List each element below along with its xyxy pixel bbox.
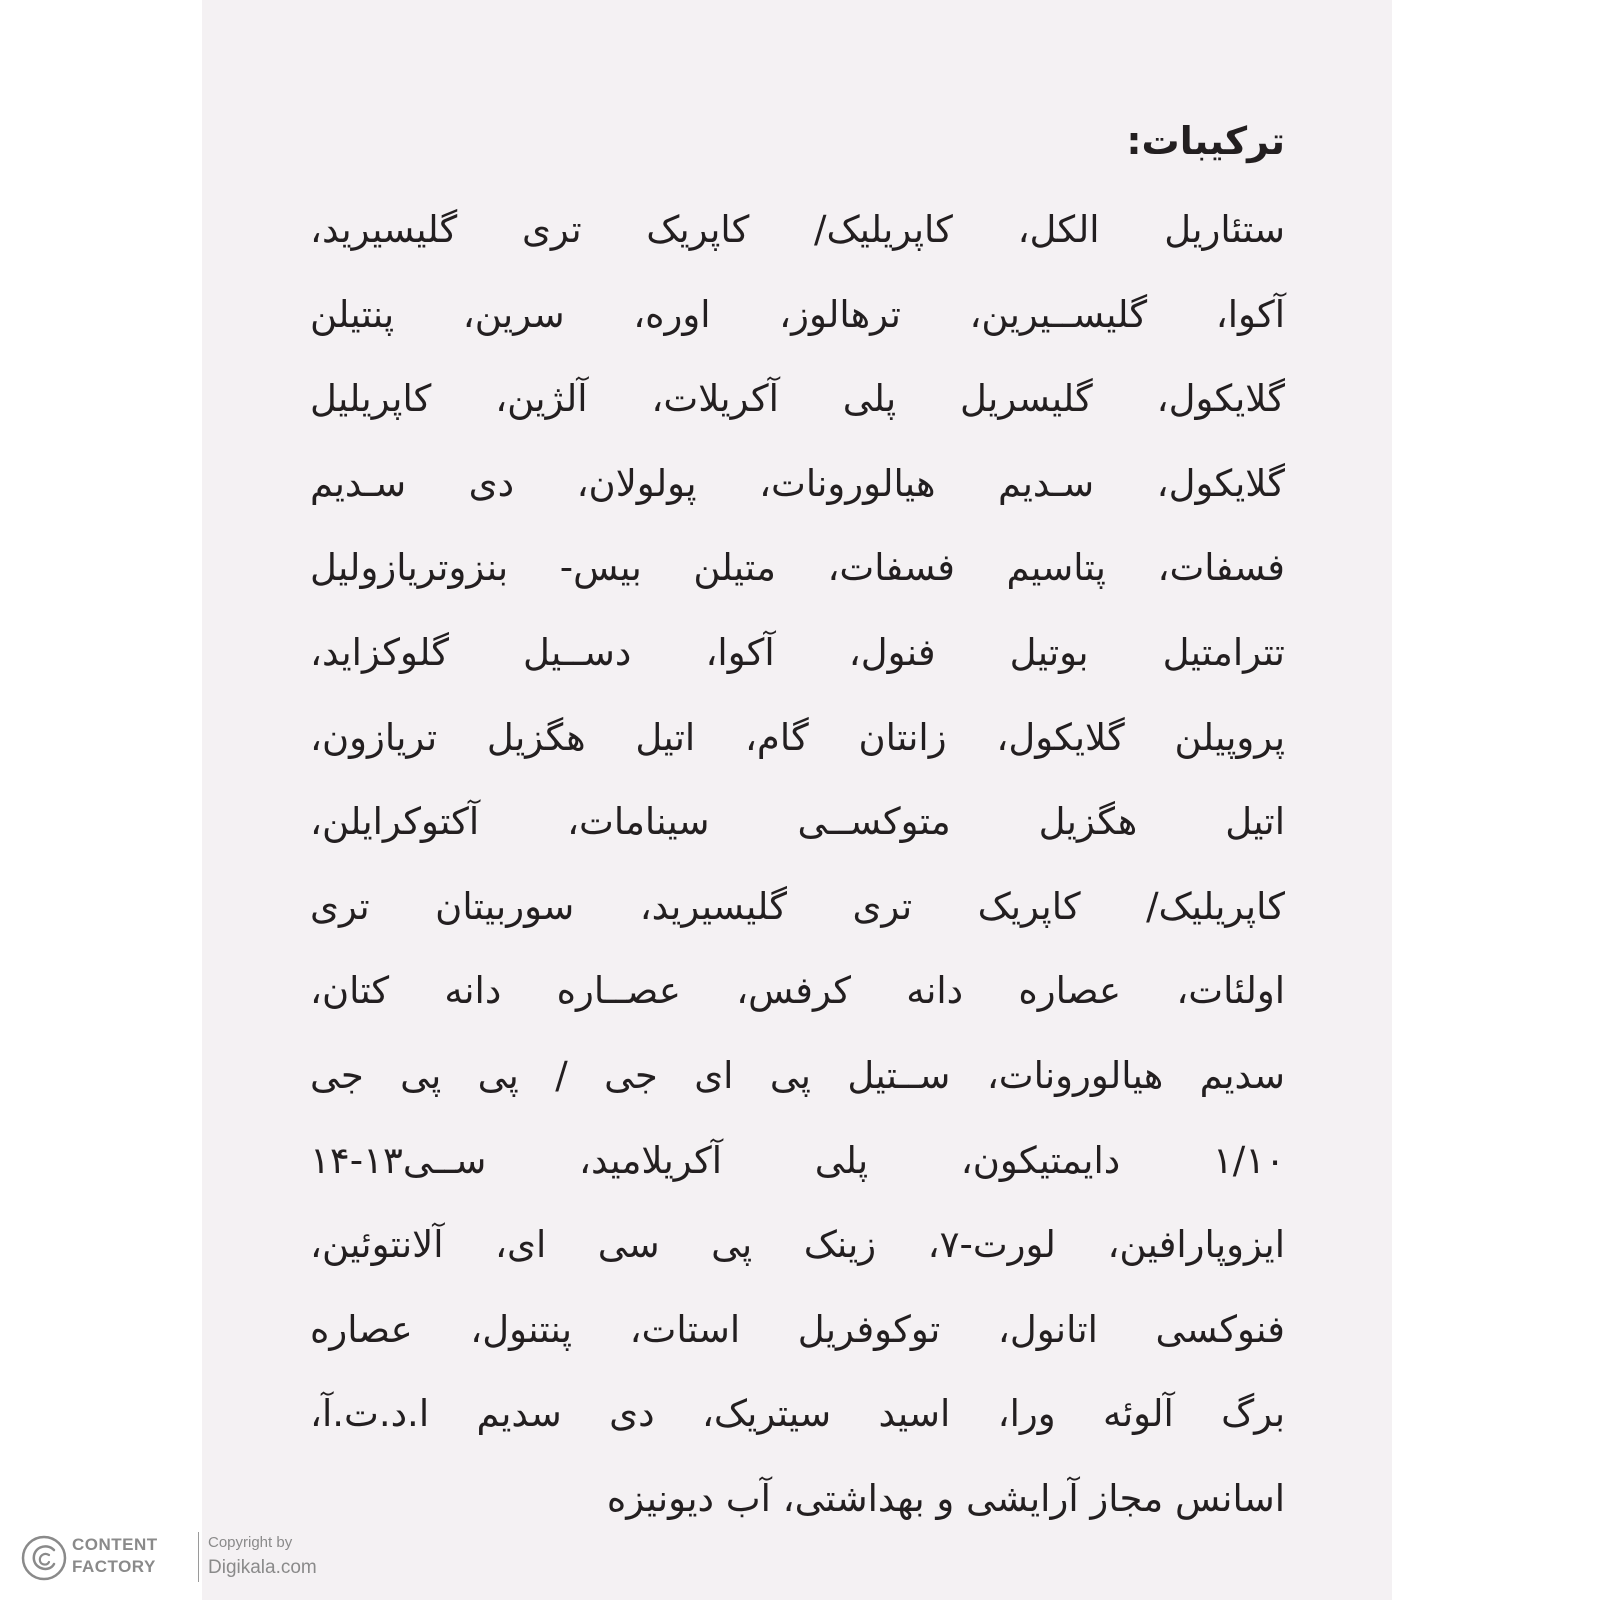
ingredients-line: کاپریلیک/ کاپریک تری گلیسیرید، سوربیتان تری: [310, 884, 1285, 928]
ingredients-line: ستئاریل الکل، کاپریلیک/ کاپریک تری گلیسیرید،: [310, 208, 1285, 251]
ingredients-line: فسفات، پتاسیم فسفات، متیلن بیس- بنزوتریازولیل: [310, 546, 1285, 590]
watermark-brand-line2: FACTORY: [72, 1557, 156, 1576]
watermark-brand-line1: CONTENT: [72, 1535, 158, 1554]
watermark-copyright-label: Copyright by: [208, 1534, 293, 1551]
ingredients-line: اسانس مجاز آرایشی و بهداشتی، آب دیونیزه: [606, 1476, 1285, 1520]
watermark-site: Digikala.com: [208, 1557, 317, 1578]
ingredients-line: گلایکول، سـدیم هیالورونات، پولولان، دی سـدیم: [310, 461, 1285, 505]
copyright-watermark: [18, 1528, 338, 1588]
ingredients-line: تترامتیل بوتیل فنول، آکوا، دســیل گلوکزاید،: [310, 630, 1285, 674]
ingredients-line: برگ آلوئه ورا، اسید سیتریک، دی سدیم ا.د.ت.آ،: [310, 1392, 1285, 1436]
ingredients-line: ایزوپارافین، لورت-۷، زینک پی سی ای، آلانتوئین،: [310, 1223, 1285, 1267]
ingredients-line: ۱/۱۰ دایمتیکون، پلی آکریلامید، ســی۱۳-۱۴: [310, 1138, 1285, 1182]
ingredients-block: [310, 108, 1285, 1538]
watermark-divider: [198, 1532, 199, 1582]
ingredients-line: اولئات، عصاره دانه کرفس، عصــاره دانه کتان،: [310, 969, 1285, 1013]
content-factory-logo-icon: [18, 1530, 74, 1586]
ingredients-line: اتیل هگزیل متوکســی سینامات، آکتوکرایلن،: [310, 800, 1285, 844]
ingredients-line: آکوا، گلیســیرین، ترهالوز، اوره، سرین، پنتیلن: [310, 292, 1285, 336]
ingredients-line: سدیم هیالورونات، ســتیل پی ای جی / پی پی جی: [310, 1053, 1285, 1097]
ingredients-heading: ترکیبات:: [1126, 119, 1285, 163]
ingredients-line: فنوکسی اتانول، توکوفریل استات، پنتنول، عصاره: [310, 1307, 1285, 1351]
watermark-brand: [72, 1534, 158, 1578]
ingredients-line: گلایکول، گلیسریل پلی آکریلات، آلژین، کاپریلیل: [310, 377, 1285, 421]
ingredients-line: پروپیلن گلایکول، زانتان گام، اتیل هگزیل تریازون،: [310, 715, 1285, 759]
